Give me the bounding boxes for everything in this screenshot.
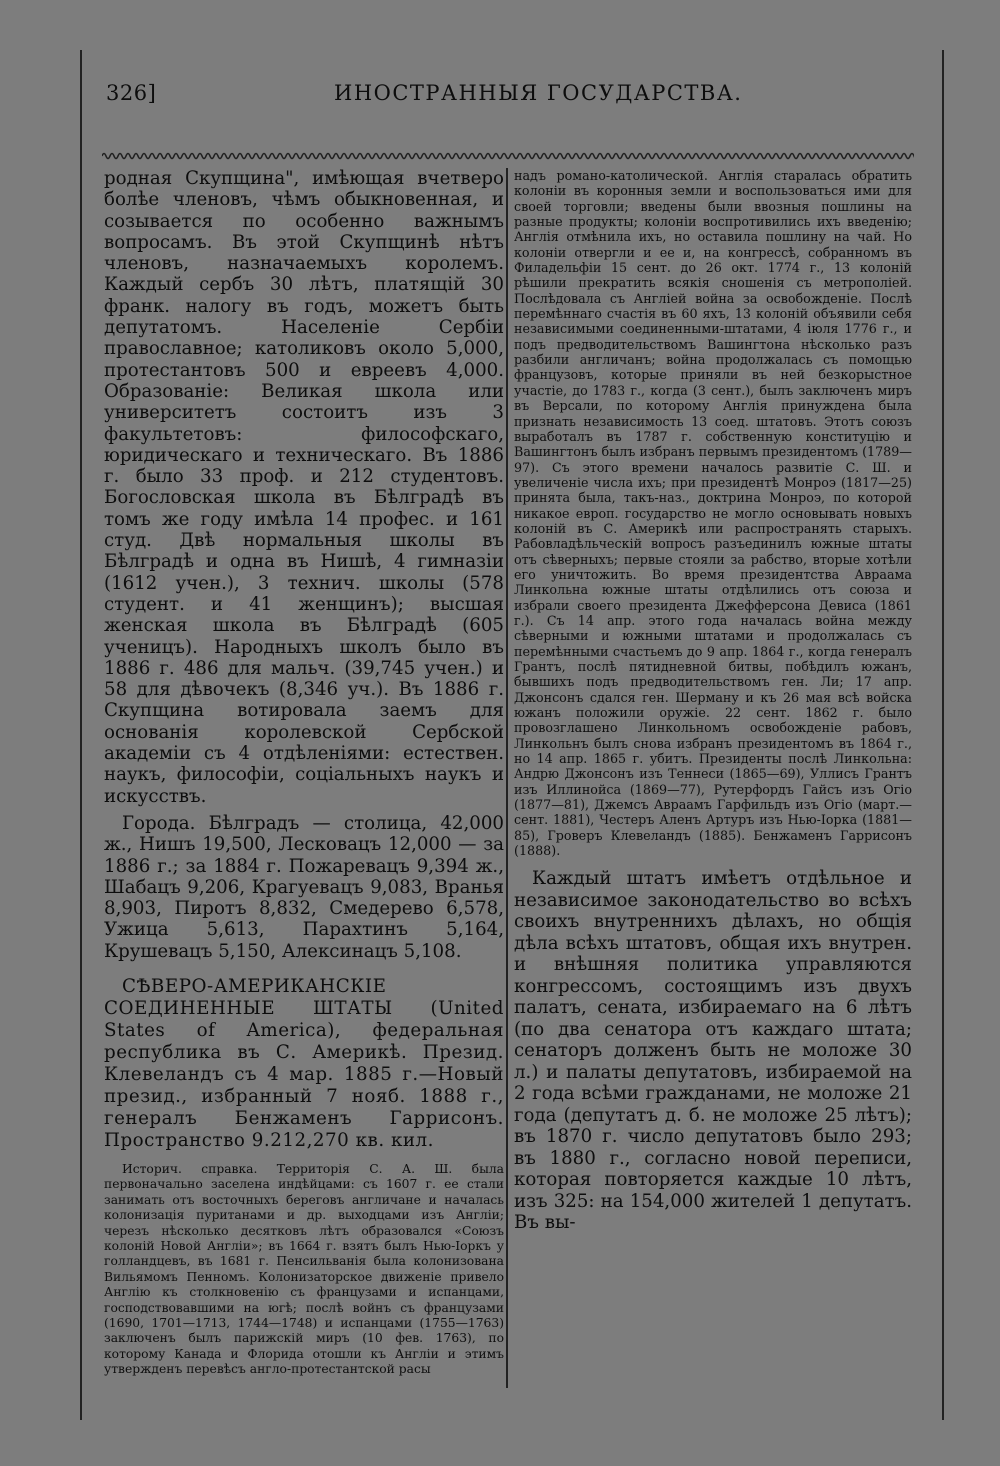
cities-paragraph: Города. Бѣлградъ — столица, 42,000 ж., Нишъ 19,500, Лесковацъ 12,000 — за 1886 г.; за 1884 г. Пожаревацъ 9,394 ж., Шабацъ 9,206, Крагуевацъ 9,083, Вранья 8,903, Пиротъ 8,832, Смедерево 6,578, Ужица 5,613, Парахтинъ 5,164, Крушевацъ 5,150, Алексинацъ 5,108. bbox=[104, 812, 504, 962]
usa-section-heading: СѢВЕРО-АМЕРИКАНСКІЕ СОЕДИНЕННЫЕ ШТАТЫ (United States of America), федеральная республика въ С. Америкѣ. Презид. Клевеландъ съ 4 мар. 1885 г.—Новый презид., избранный 7 нояб. 1888 г., генералъ Бенжаменъ Гаррисонъ. Пространство 9.212,270 кв. кил. bbox=[104, 975, 504, 1151]
column-divider bbox=[506, 168, 508, 1388]
history-continuation: надъ романо-католической. Англія старалась обратить колоніи въ коронныя земли и воспользоваться ими для своей торговли; введены были ввозныя пошлины на разные продукты; колоніи воспротивились ихъ введенію; Англія отмѣнила ихъ, но оставила пошлину на чай. Но колоніи отвергли и ее и, на конгрессѣ, собранномъ въ Филадельфіи 15 сент. до 26 окт. 1774 г., 13 колоній рѣшили прекратить всякія сношенія съ метрополіей. Послѣдовала съ Англіей война за освобожденіе. Послѣ перемѣннаго счастія въ 60 яхъ, 13 колоній объявили себя независимыми соединенными-штатами, 4 іюля 1776 г., и подъ предводительствомъ Вашингтона нѣсколько разъ разбили англичанъ; война продолжалась съ помощью французовъ, которые приняли въ ней безкорыстное участіе, до 1783 г., когда (3 сент.), былъ заключенъ миръ въ Версали, по которому Англія принуждена была признать независимость 13 соед. штатовъ. Этотъ союзъ выработалъ въ 1787 г. собственную конституцію и Вашингтонъ былъ избранъ первымъ президентомъ (1789—97). Съ этого времени началось развитіе С. Ш. и увеличеніе числа ихъ; при президентѣ Монроэ (1817—25) принята была, такъ-наз., доктрина Монроэ, по которой никакое европ. государство не могло основывать новыхъ колоній въ С. Америкѣ или распространять старыхъ. Рабовладѣльческій вопросъ разъединилъ южные штаты отъ сѣверныхъ; первые стояли за рабство, вторые хотѣли его уничтожить. Во время президентства Авраама Линкольна южные штаты отдѣлились отъ союза и избрали своего президента Джефферсона Девиса (1861 г.). Съ 14 апр. этого года началась война между сѣверными и южными штатами и продолжалась съ перемѣнными счастьемъ до 9 апр. 1864 г., когда генералъ Грантъ, послѣ пятидневной битвы, побѣдилъ южанъ, бывшихъ подъ предводительствомъ ген. Ли; 17 апр. Джонсонъ сдался ген. Шерману и къ 26 мая всѣ войска южанъ положили оружіе. 22 сент. 1862 г. было провозглашено Линкольномъ освобожденіе рабовъ, Линкольнъ былъ снова избранъ президентомъ въ 1864 г., но 14 апр. 1865 г. убитъ. Президенты послѣ Линкольна: Андрю Джонсонъ изъ Теннеси (1865—69), Уллисъ Грантъ изъ Иллинойса (1869—77), Рутерфордъ Гайсъ изъ Огіо (1877—81), Джемсъ Авраамъ Гарфильдъ изъ Огіо (март.—сент. 1881), Честеръ Аленъ Артуръ изъ Нью-Іорка (1881—85), Гроверъ Клевеландъ (1885). Бенжаменъ Гаррисонъ (1888). bbox=[514, 168, 912, 859]
right-column bbox=[514, 168, 912, 1234]
running-title: ИНОСТРАННЫЯ ГОСУДАРСТВА. bbox=[334, 81, 743, 105]
history-paragraph: Историч. справка. Территорія С. А. Ш. была первоначально заселена индѣйцами: съ 1607 г. ее стали занимать отъ восточныхъ береговъ англичане и началась колонизація пуританами и др. выходцами изъ Англіи; черезъ нѣсколько десятковъ лѣтъ образовался «Союзъ колоній Новой Англіи»; въ 1664 г. взятъ былъ Нью-Іоркъ у голландцевъ, въ 1681 г. Пенсильванія была колонизована Вильямомъ Пенномъ. Колонизаторское движеніе привело Англію къ столкновенію съ французами и испанцами, господствовавшими на югѣ; послѣ войнъ съ французами (1690, 1701—1713, 1744—1748) и испанцами (1755—1763) заключенъ былъ парижскій миръ (10 фев. 1763), по которому Канада и Флорида отошли къ Англіи и этимъ утвержденъ перевѣсъ англо-протестантской расы bbox=[104, 1161, 504, 1377]
page-header bbox=[92, 80, 942, 120]
page-number: 326] bbox=[106, 81, 157, 105]
book-page bbox=[80, 50, 944, 1420]
constitution-paragraph: Каждый штатъ имѣетъ отдѣльное и независимое законодательство во всѣхъ своихъ внутреннихъ дѣлахъ, но общія дѣла всѣхъ штатовъ, общая ихъ внутрен. и внѣшняя политика управляются конгрессомъ, состоящимъ изъ двухъ палатъ, сената, избираемаго на 6 лѣтъ (по два сенатора отъ каждаго штата; сенаторъ долженъ быть не моложе 30 л.) и палаты депутатовъ, избираемой на 2 года всѣми гражданами, не моложе 21 года (депутатъ д. б. не моложе 25 лѣтъ); въ 1870 г. число депутатовъ было 293; въ 1880 г., согласно новой переписи, которая повторяется каждые 10 лѣтъ, изъ 325: на 154,000 жителей 1 депутатъ. Въ вы- bbox=[514, 868, 912, 1234]
wavy-rule-divider bbox=[102, 150, 914, 162]
serbia-paragraph: родная Скупщина", имѣющая вчетверо болѣе членовъ, чѣмъ обыкновенная, и созывается по особенно важнымъ вопросамъ. Въ этой Скупщинѣ нѣтъ членовъ, назначаемыхъ королемъ. Каждый сербъ 30 лѣтъ, платящій 30 франк. налогу въ годъ, можетъ быть депутатомъ. Населеніе Сербіи православное; католиковъ около 5,000, протестантовъ 500 и евреевъ 4,000. Образованіе: Великая школа или университетъ состоитъ изъ 3 факультетовъ: философскаго, юридическаго и техническаго. Въ 1886 г. было 33 проф. и 212 студентовъ. Богословская школа въ Бѣлградѣ въ томъ же году имѣла 14 профес. и 161 студ. Двѣ нормальныя школы въ Бѣлградѣ и одна въ Нишѣ, 4 гимназіи (1612 учен.), 3 технич. школы (578 студент. и 41 женщинъ); высшая женская школа въ Бѣлградѣ (605 ученицъ). Народныхъ школъ было въ 1886 г. 486 для мальч. (39,745 учен.) и 58 для дѣвочекъ (8,346 уч.). Въ 1886 г. Скупщина вотировала заемъ для основанія королевской Сербской академіи съ 4 отдѣленіями: естествен. наукъ, философіи, соціальныхъ наукъ и искусствъ. bbox=[104, 168, 504, 807]
left-column bbox=[104, 168, 504, 1378]
